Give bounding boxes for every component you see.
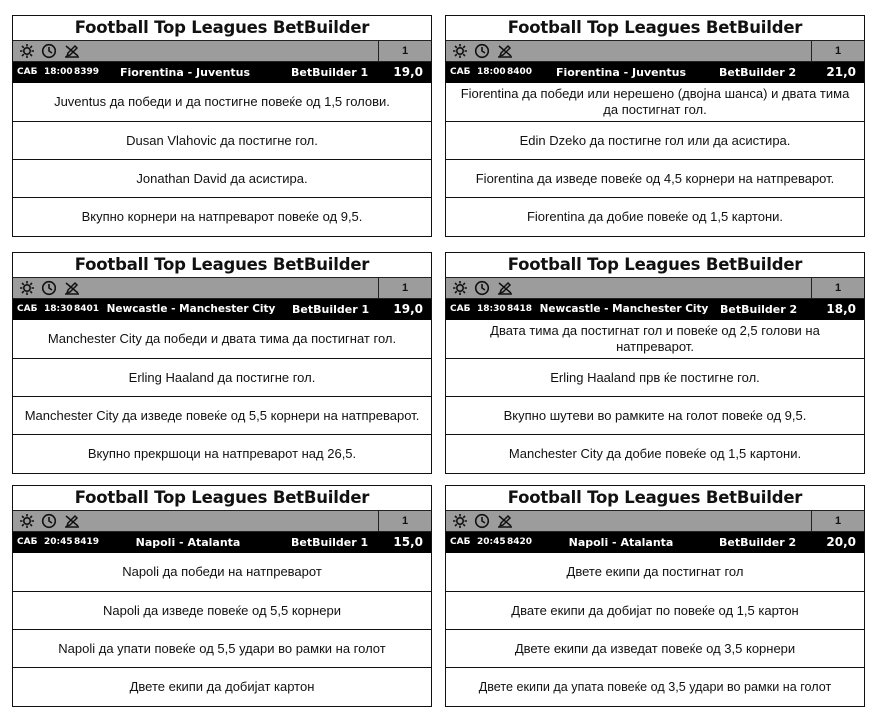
match-time: 20:45 bbox=[44, 537, 73, 547]
match-name: Napoli - Atalanta bbox=[135, 536, 241, 549]
match-code: 8401 bbox=[74, 304, 100, 314]
page-number: 1 bbox=[378, 511, 431, 531]
match-time: 18:30 bbox=[44, 304, 73, 314]
match-day: САБ bbox=[450, 304, 471, 314]
selection-list bbox=[13, 553, 431, 706]
betbuilder-card bbox=[445, 252, 865, 474]
match-day: САБ bbox=[450, 537, 471, 547]
selection-item[interactable]: Двата тима да постигнат гол и повеќе од 2,5 голови на натпреварот. bbox=[490, 323, 820, 354]
match-odds[interactable]: 19,0 bbox=[393, 65, 423, 79]
card-toolbar bbox=[13, 277, 431, 299]
selection-list bbox=[13, 320, 431, 473]
selection-item[interactable]: Fiorentina да добие повеќе од 1,5 картони. bbox=[446, 197, 864, 235]
match-odds[interactable]: 19,0 bbox=[393, 302, 423, 316]
page-number: 1 bbox=[811, 41, 864, 61]
selection-item[interactable]: Erling Haaland да постигне гол. bbox=[13, 358, 431, 396]
selection-item[interactable]: Вкупно корнери на натпреварот повеќе од 9,5. bbox=[13, 197, 431, 235]
betbuilder-card bbox=[12, 252, 432, 474]
selection-item[interactable]: Napoli да победи на натпреварот bbox=[122, 564, 322, 579]
match-name: Newcastle - Manchester City bbox=[106, 303, 276, 315]
selection-item[interactable]: Jonathan David да асистира. bbox=[13, 159, 431, 197]
gear-icon[interactable] bbox=[449, 41, 471, 61]
no-edit-icon[interactable] bbox=[61, 41, 83, 61]
clock-icon[interactable] bbox=[471, 41, 493, 61]
match-day: САБ bbox=[17, 304, 38, 314]
gear-icon[interactable] bbox=[16, 511, 38, 531]
match-row[interactable] bbox=[13, 532, 431, 553]
card-title: Football Top Leagues BetBuilder bbox=[74, 18, 370, 37]
no-edit-icon[interactable] bbox=[494, 278, 516, 298]
selection-item[interactable]: Двете екипи да изведат повеќе од 3,5 корнери bbox=[446, 629, 864, 667]
match-row[interactable] bbox=[446, 532, 864, 553]
card-toolbar bbox=[13, 40, 431, 62]
card-toolbar bbox=[13, 510, 431, 532]
selection-item[interactable]: Dusan Vlahovic да постигне гол. bbox=[13, 121, 431, 159]
gear-icon[interactable] bbox=[16, 41, 38, 61]
selection-list bbox=[446, 320, 864, 473]
selection-item[interactable]: Erling Haaland прв ќе постигне гол. bbox=[446, 358, 864, 396]
gear-icon[interactable] bbox=[449, 511, 471, 531]
page-number: 1 bbox=[811, 278, 864, 298]
match-time: 20:45 bbox=[477, 537, 506, 547]
match-day: САБ bbox=[17, 537, 38, 547]
selection-item[interactable]: Fiorentina да победи или нерешено (двојна шанса) и двата тима да постигнат гол. bbox=[460, 86, 850, 117]
betbuilder-card bbox=[12, 15, 432, 237]
card-title: Football Top Leagues BetBuilder bbox=[74, 255, 370, 274]
match-odds[interactable]: 18,0 bbox=[826, 302, 856, 316]
match-time: 18:00 bbox=[44, 67, 73, 77]
match-row[interactable] bbox=[13, 62, 431, 83]
clock-icon[interactable] bbox=[38, 278, 60, 298]
selection-item[interactable]: Manchester City да победи и двата тима да постигнат гол. bbox=[47, 331, 397, 346]
selection-item[interactable]: Вкупно прекршоци на натпреварот над 26,5. bbox=[13, 434, 431, 472]
selection-item[interactable]: Manchester City да добие повеќе од 1,5 картони. bbox=[446, 434, 864, 472]
match-day: САБ bbox=[450, 67, 471, 77]
page-number: 1 bbox=[378, 278, 431, 298]
selection-item[interactable]: Fiorentina да изведе повеќе од 4,5 корнери на натпреварот. bbox=[446, 159, 864, 197]
card-toolbar bbox=[446, 40, 864, 62]
match-odds[interactable]: 20,0 bbox=[826, 535, 856, 549]
betbuilder-card bbox=[12, 485, 432, 707]
clock-icon[interactable] bbox=[471, 278, 493, 298]
match-row[interactable] bbox=[13, 299, 431, 320]
match-code: 8400 bbox=[507, 67, 533, 77]
card-toolbar bbox=[446, 510, 864, 532]
match-code: 8419 bbox=[74, 537, 100, 547]
selection-item[interactable]: Napoli да упати повеќе од 5,5 удари во рамки на голот bbox=[13, 629, 431, 667]
card-title: Football Top Leagues BetBuilder bbox=[74, 488, 370, 507]
gear-icon[interactable] bbox=[449, 278, 471, 298]
selection-item[interactable]: Двете екипи да постигнат гол bbox=[566, 564, 744, 579]
no-edit-icon[interactable] bbox=[61, 511, 83, 531]
betbuilder-label: BetBuilder 2 bbox=[719, 536, 797, 549]
betbuilder-card bbox=[445, 485, 865, 707]
match-code: 8399 bbox=[74, 67, 100, 77]
clock-icon[interactable] bbox=[38, 511, 60, 531]
match-row[interactable] bbox=[446, 299, 864, 320]
no-edit-icon[interactable] bbox=[494, 511, 516, 531]
match-name: Napoli - Atalanta bbox=[568, 536, 674, 549]
match-odds[interactable]: 15,0 bbox=[393, 535, 423, 549]
betbuilder-label: BetBuilder 1 bbox=[291, 536, 369, 549]
selection-item[interactable]: Manchester City да изведе повеќе од 5,5 корнери на натпреварот. bbox=[13, 396, 431, 434]
no-edit-icon[interactable] bbox=[61, 278, 83, 298]
match-name: Newcastle - Manchester City bbox=[539, 303, 709, 315]
selection-list bbox=[13, 83, 431, 236]
match-code: 8420 bbox=[507, 537, 533, 547]
card-title: Football Top Leagues BetBuilder bbox=[507, 18, 803, 37]
match-name: Fiorentina - Juventus bbox=[555, 66, 687, 79]
gear-icon[interactable] bbox=[16, 278, 38, 298]
match-odds[interactable]: 21,0 bbox=[826, 65, 856, 79]
card-title: Football Top Leagues BetBuilder bbox=[507, 488, 803, 507]
match-day: САБ bbox=[17, 67, 38, 77]
selection-item[interactable]: Двете екипи да добијат картон bbox=[13, 667, 431, 705]
clock-icon[interactable] bbox=[471, 511, 493, 531]
betbuilder-label: BetBuilder 1 bbox=[291, 66, 369, 79]
selection-item[interactable]: Napoli да изведе повеќе од 5,5 корнери bbox=[13, 591, 431, 629]
clock-icon[interactable] bbox=[38, 41, 60, 61]
card-toolbar bbox=[446, 277, 864, 299]
selection-list bbox=[446, 553, 864, 706]
match-time: 18:00 bbox=[477, 67, 506, 77]
selection-item[interactable]: Двате екипи да добијат по повеќе од 1,5 картон bbox=[446, 591, 864, 629]
selection-list bbox=[446, 83, 864, 236]
selection-item[interactable]: Двете екипи да упата повеќе од 3,5 удари во рамки на голот bbox=[446, 667, 864, 705]
betbuilder-label: BetBuilder 2 bbox=[719, 66, 797, 79]
match-name: Fiorentina - Juventus bbox=[119, 66, 251, 79]
betbuilder-label: BetBuilder 2 bbox=[720, 303, 798, 316]
no-edit-icon[interactable] bbox=[494, 41, 516, 61]
selection-item[interactable]: Вкупно шутеви во рамките на голот повеќе од 9,5. bbox=[446, 396, 864, 434]
match-code: 8418 bbox=[507, 304, 533, 314]
selection-item[interactable]: Edin Dzeko да постигне гол или да асистира. bbox=[446, 121, 864, 159]
selection-item[interactable]: Juventus да победи и да постигне повеќе од 1,5 голови. bbox=[54, 94, 390, 109]
match-time: 18:30 bbox=[477, 304, 506, 314]
betbuilder-label: BetBuilder 1 bbox=[292, 303, 370, 316]
page-number: 1 bbox=[378, 41, 431, 61]
betbuilder-card bbox=[445, 15, 865, 237]
page-number: 1 bbox=[811, 511, 864, 531]
match-row[interactable] bbox=[446, 62, 864, 83]
card-title: Football Top Leagues BetBuilder bbox=[507, 255, 803, 274]
